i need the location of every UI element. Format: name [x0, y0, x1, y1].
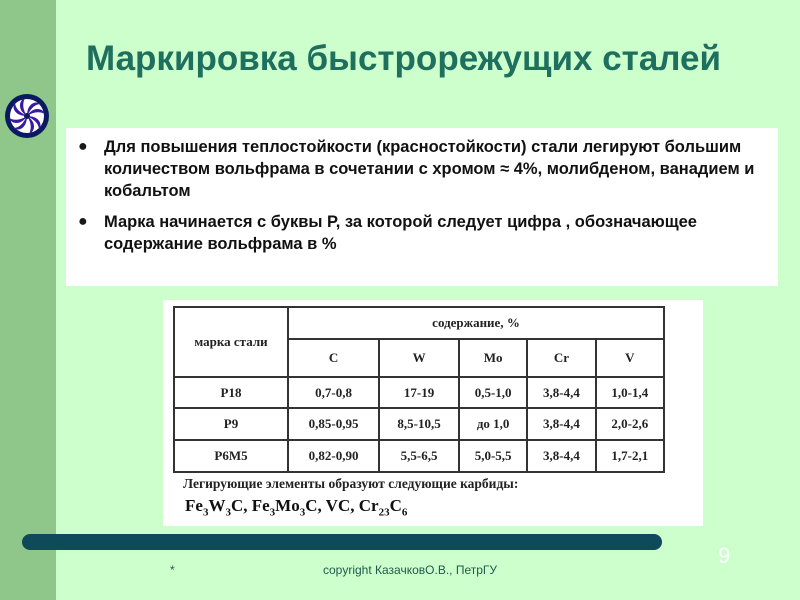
carbides-note: Легирующие элементы образуют следующие карбиды: [183, 476, 519, 491]
table-row [174, 440, 664, 472]
column-header: Mo [459, 339, 527, 377]
steel-table-image [163, 300, 703, 526]
row-mark: Р6М5 [174, 440, 288, 472]
table-cell: 5,0-5,5 [459, 440, 527, 472]
bullet-list [66, 128, 778, 286]
carbides-formula: $Fe_3W_3C$, $Fe_3Mo_3C$, VC, $Cr_{23}C_6$ [185, 496, 408, 519]
bullet-text: Для повышения теплостойкости (красностойкости) стали легируют большим количеством вольфрама в сочетании с хромом ≈ 4%, молибденом, ванадием и кобальтом [104, 138, 755, 200]
table-cell: 8,5-10,5 [379, 408, 459, 440]
column-header: W [379, 339, 459, 377]
row-mark: Р9 [174, 408, 288, 440]
table-cell: 0,5-1,0 [459, 377, 527, 408]
bullet-dot: ● [78, 138, 88, 155]
table-cell: 1,7-2,1 [596, 440, 664, 472]
column-header: Cr [527, 339, 595, 377]
footer-copyright: copyright КазачковО.В., ПетрГУ [323, 563, 498, 577]
table-row [174, 408, 664, 440]
header-mark: марка стали [174, 307, 288, 377]
table-cell: 3,8-4,4 [527, 440, 595, 472]
table-cell: 0,7-0,8 [288, 377, 379, 408]
pinwheel-logo-icon [3, 92, 51, 140]
table-cell: 1,0-1,4 [596, 377, 664, 408]
header-content: содержание, % [288, 307, 664, 339]
bottom-bar [22, 534, 662, 550]
page-number: 9 [718, 543, 731, 568]
table-cell: 0,85-0,95 [288, 408, 379, 440]
bullet-item [78, 211, 766, 255]
table-cell: 17-19 [379, 377, 459, 408]
column-header: V [596, 339, 664, 377]
left-strip [0, 0, 56, 600]
table-cell: 0,82-0,90 [288, 440, 379, 472]
table-cell: 2,0-2,6 [596, 408, 664, 440]
footer-star: * [170, 563, 175, 577]
bullet-item [78, 136, 766, 202]
table-cell: до 1,0 [459, 408, 527, 440]
table-cell: 3,8-4,4 [527, 408, 595, 440]
table-row [174, 377, 664, 408]
steel-composition-table [173, 306, 665, 473]
table-cell: 3,8-4,4 [527, 377, 595, 408]
table-cell: 5,5-6,5 [379, 440, 459, 472]
row-mark: Р18 [174, 377, 288, 408]
bullet-dot: ● [78, 213, 88, 230]
column-header: C [288, 339, 379, 377]
slide-title: Маркировка быстрорежущих сталей [86, 39, 722, 78]
bullet-text: Марка начинается с буквы Р, за которой следует цифра , обозначающее содержание вольфрама в % [104, 213, 697, 253]
